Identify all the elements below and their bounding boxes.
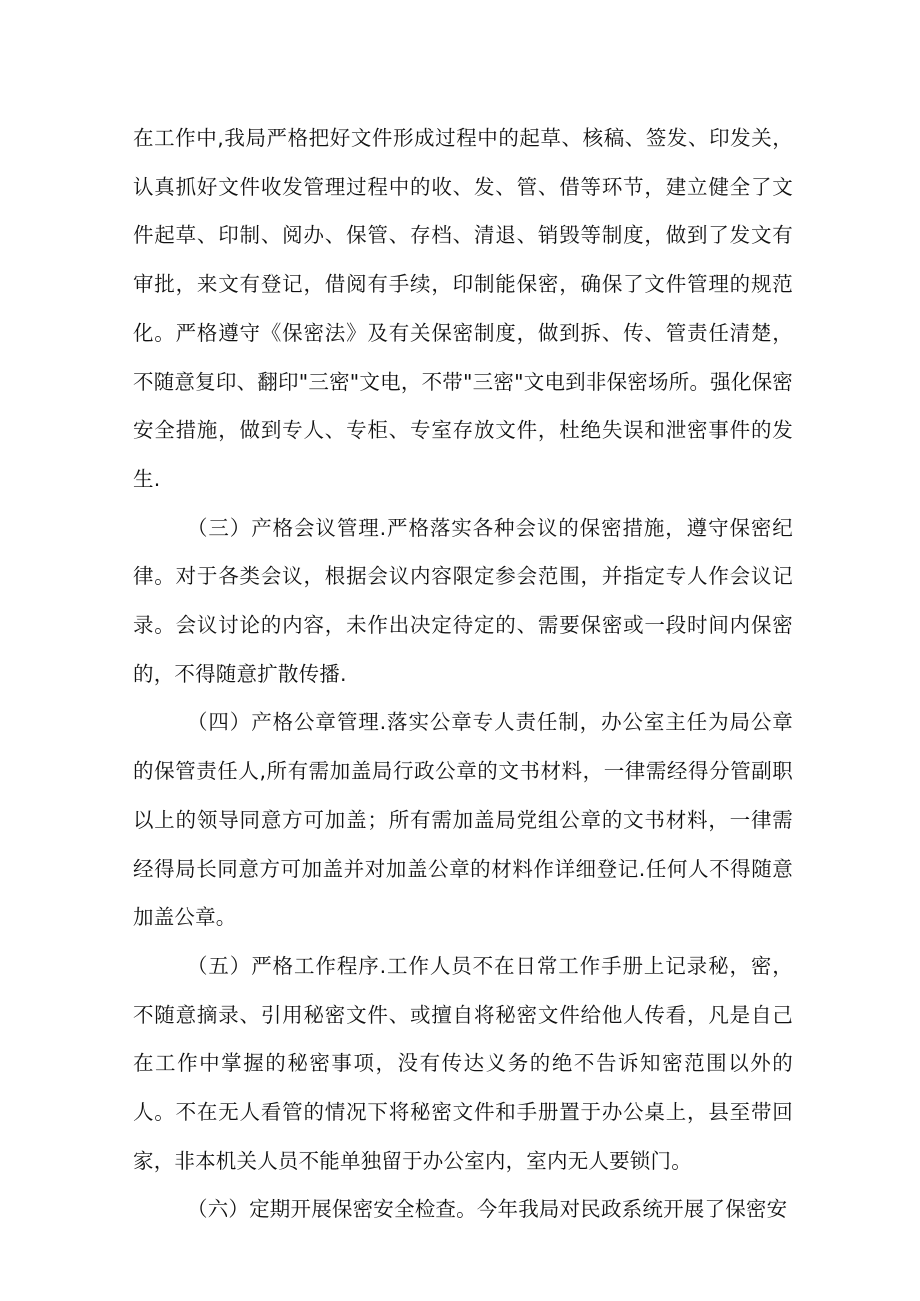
paragraph-security-inspection: （六）定期开展保密安全检查。今年我局对民政系统开展了保密安 bbox=[187, 1197, 788, 1222]
paragraph-meeting-management: （三）产格会议管理.严格落实各种会议的保密措施，遵守保密纪律。对于各类会议，根据会议内容限定参会范围，并指定专人作会议记录。会议讨论的内容，未作出决定待定的、需要保密或一段时间内保密的，不得随意扩散传播. bbox=[133, 515, 793, 686]
document-page bbox=[133, 114, 793, 1234]
paragraph-file-management: 在工作中,我局严格把好文件形成过程中的起草、核稿、签发、印发关，认真抓好文件收发管理过程中的收、发、管、借等环节，建立健全了文件起草、印制、阅办、保管、存档、清退、销毁等制度，做到了发文有审批，来文有登记，借阅有手续，印制能保密，确保了文件管理的规范化。严格遵守《保密法》及有关保密制度，做到拆、传、管责任清楚，不随意复印、翻印"三密"文电，不带"三密"文电到非保密场所。强化保密安全措施，做到专人、专柜、专室存放文件，杜绝失误和泄密事件的发生. bbox=[133, 126, 793, 491]
paragraph-seal-management: （四）产格公章管理.落实公章专人责任制，办公室主任为局公章的保管责任人,所有需加盖局行政公章的文书材料，一律需经得分管副职以上的领导同意方可加盖；所有需加盖局党组公章的文书材料，一律需经得局长同意方可加盖并对加盖公章的材料作详细登记.任何人不得随意加盖公章。 bbox=[133, 710, 793, 930]
paragraph-work-procedure: （五）严格工作程序.工作人员不在日常工作手册上记录秘，密，不随意摘录、引用秘密文件、或擅自将秘密文件给他人传看，凡是自己在工作中掌握的秘密事项，没有传达义务的绝不告诉知密范围以外的人。不在无人看管的情况下将秘密文件和手册置于办公桌上，县至带回家，非本机关人员不能单独留于办公室内，室内无人要锁门。 bbox=[133, 953, 793, 1173]
